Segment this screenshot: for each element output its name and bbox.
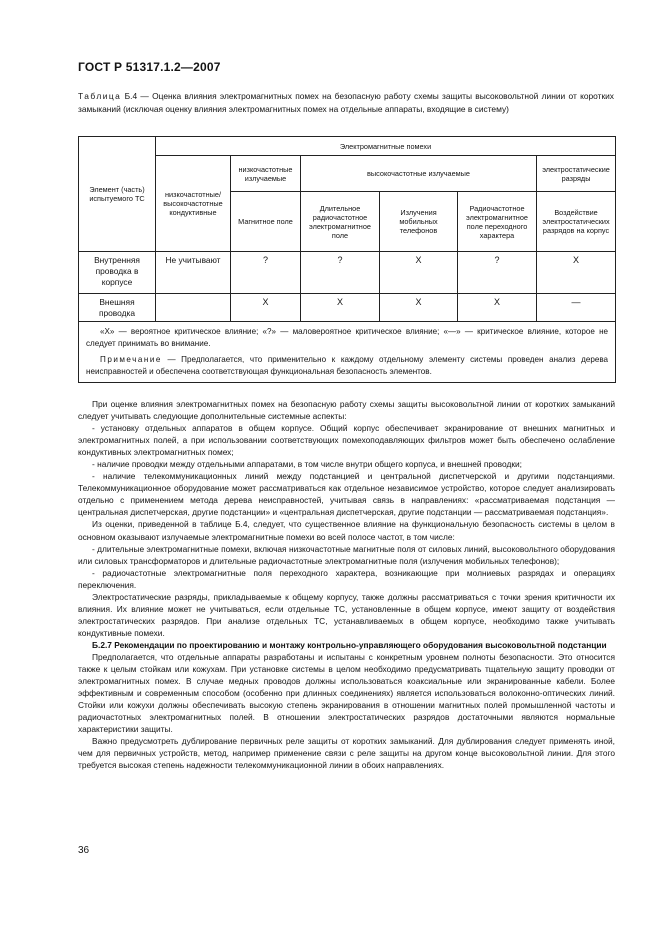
row-element: Внутренняя проводка в корпусе: [79, 252, 156, 294]
header-longterm-rf: Длительное радиочастотное электромагнитное поле: [301, 192, 380, 252]
header-mobile-phones: Излучения мобильных телефонов: [380, 192, 458, 252]
body-text: [78, 398, 615, 771]
note-text: — Предполагается, что применительно к каждому отдельному элементу системы проведен анализ дерева неисправностей и обеспечена соответствующая функциональная безопасность элементов.: [86, 355, 609, 376]
paragraph: - установку отдельных аппаратов в общем корпусе. Общий корпус обеспечивает экранирование от внешних магнитных и электромагнитных полей, а при использовании соответствующих помехоподавляющих фильтров может быть обеспечено ослабление кондуктивных электромагнитных помех;: [78, 423, 615, 458]
cell-magnetic: ?: [231, 252, 301, 294]
caption-label: Таблица: [78, 91, 122, 101]
cell-magnetic: X: [231, 294, 301, 322]
cell-transient: X: [458, 294, 537, 322]
paragraph: Важно предусмотреть дублирование первичных реле защиты от коротких замыканий. Для дублирования следует применять иной, чем для первичных устройств, метод, например применение связи с реле защиты на другом конце высоковольтной линии. Для этого требуется высокая степень надежности телекоммуникационной линии в обоих направлениях.: [78, 736, 615, 771]
paragraph: - длительные электромагнитные помехи, включая низкочастотные магнитные поля от силовых линий, высоковольтного оборудования или силовых трансформаторов и длительные радиочастотные электромагнитные поля (излучения мобильных телефонов);: [78, 543, 615, 566]
table-note: [86, 354, 608, 378]
cell-esd: —: [537, 294, 616, 322]
header-conducted: низкочастотные/высокочастотные кондуктивные: [156, 156, 231, 252]
header-transient-rf: Радиочастотное электромагнитное поле переходного характера: [458, 192, 537, 252]
row-element: Внешняя проводка: [79, 294, 156, 322]
paragraph: Электростатические разряды, прикладываемые к общему корпусу, также должны рассматриваться с точки зрения критичности их влияния. Их влияние может не учитываться, если отдельные ТС, установленные в общем корпусе, имеют защиту от воздействия электростатических разрядов. При анализе отдельных ТС, устанавливаемых в общем корпусе, необходимо также учитывать кондуктивные помехи.: [78, 591, 615, 638]
table-row: [79, 294, 616, 322]
paragraph: - наличие телекоммуникационных линий между подстанцией и центральной диспетчерской и другими подстанциями. Телекоммуникационное оборудование может рассматриваться как отдельное независимое устройство, которое следует анализировать отдельно с применением метода дерева неисправностей, учитывая связь в направлениях: «рассматриваемая подстанция — центральная диспетчерская, другие подстанции» и «центральная диспетчерская, другие подстанции — рассматриваемая подстанция».: [78, 471, 615, 518]
section-heading: Б.2.7 Рекомендации по проектированию и монтажу контрольно-управляющего оборудования высоковольтной подстанции: [92, 639, 607, 650]
note-label: Примечание: [100, 355, 162, 364]
cell-esd: X: [537, 252, 616, 294]
table-notes: [79, 322, 616, 383]
cell-mobile: X: [380, 252, 458, 294]
paragraph: Предполагается, что отдельные аппараты разработаны и испытаны с конкретным уровнем полноты безопасности. Это относится также к целым стойкам или кожухам. При установке системы в целом необходимо предусматривать тщательную защиту проводки от электромагнитных помех. В случае медных проводов должны использоваться коаксиальные или экранированные кабели. Более эффективным и современным способом (особенно при длинных соединениях) является использоваться волоконно-оптических линий. Стойки или кожухи должны обеспечивать высокую степень экранирования в отношении магнитных полей промышленной частоты и радиочастотных электромагнитных полей. В отношении электростатических разрядов достаточными являются нормальные характеристики защиты.: [78, 651, 615, 735]
row-conducted: Не учитывают: [156, 252, 231, 294]
header-lowfreq-radiated: низкочастотные излучаемые: [231, 156, 301, 192]
cell-longterm: ?: [301, 252, 380, 294]
caption-text: Б.4 — Оценка влияния электромагнитных помех на безопасную работу схемы защиты высоковольтной линии от коротких замыканий (исключая оценку влияния электромагнитных помех на отдельные аппараты, входящие в систему): [78, 91, 614, 114]
table-legend: «X» — вероятное критическое влияние; «?» — маловероятное критическое влияние; «—» — критическое влияние, которое не следует принимать во внимание.: [86, 327, 609, 348]
cell-longterm: X: [301, 294, 380, 322]
header-element: Элемент (часть) испытуемого ТС: [79, 137, 156, 252]
cell-mobile: X: [380, 294, 458, 322]
row-conducted: [156, 294, 231, 322]
header-esd: электростатические разряды: [537, 156, 616, 192]
header-highfreq-radiated: высокочастотные излучаемые: [301, 156, 537, 192]
paragraph: Из оценки, приведенной в таблице Б.4, следует, что существенное влияние на функциональную безопасность системы в целом в основном оказывают излучаемые электромагнитные помехи во всей полосе частот, в том числе:: [78, 519, 615, 542]
paragraph: При оценке влияния электромагнитных помех на безопасную работу схемы защиты высоковольтной линии от коротких замыканий следует учитывать следующие дополнительные системные аспекты:: [78, 399, 615, 422]
emi-assessment-table: [78, 136, 616, 383]
paragraph: - радиочастотные электромагнитные поля переходного характера, возникающие при молниевых разрядах и операциях переключения.: [78, 567, 615, 590]
cell-transient: ?: [458, 252, 537, 294]
header-emi-group: Электромагнитные помехи: [156, 137, 616, 156]
header-magnetic-field: Магнитное поле: [231, 192, 301, 252]
table-caption: [78, 90, 614, 115]
standard-header: ГОСТ Р 51317.1.2—2007: [78, 60, 221, 74]
header-esd-enclosure: Воздействие электростатических разрядов на корпус: [537, 192, 616, 252]
table-row: [79, 252, 616, 294]
paragraph: - наличие проводки между отдельными аппаратами, в том числе внутри общего корпуса, и внешней проводки;: [92, 459, 522, 470]
page-number: 36: [78, 845, 90, 856]
